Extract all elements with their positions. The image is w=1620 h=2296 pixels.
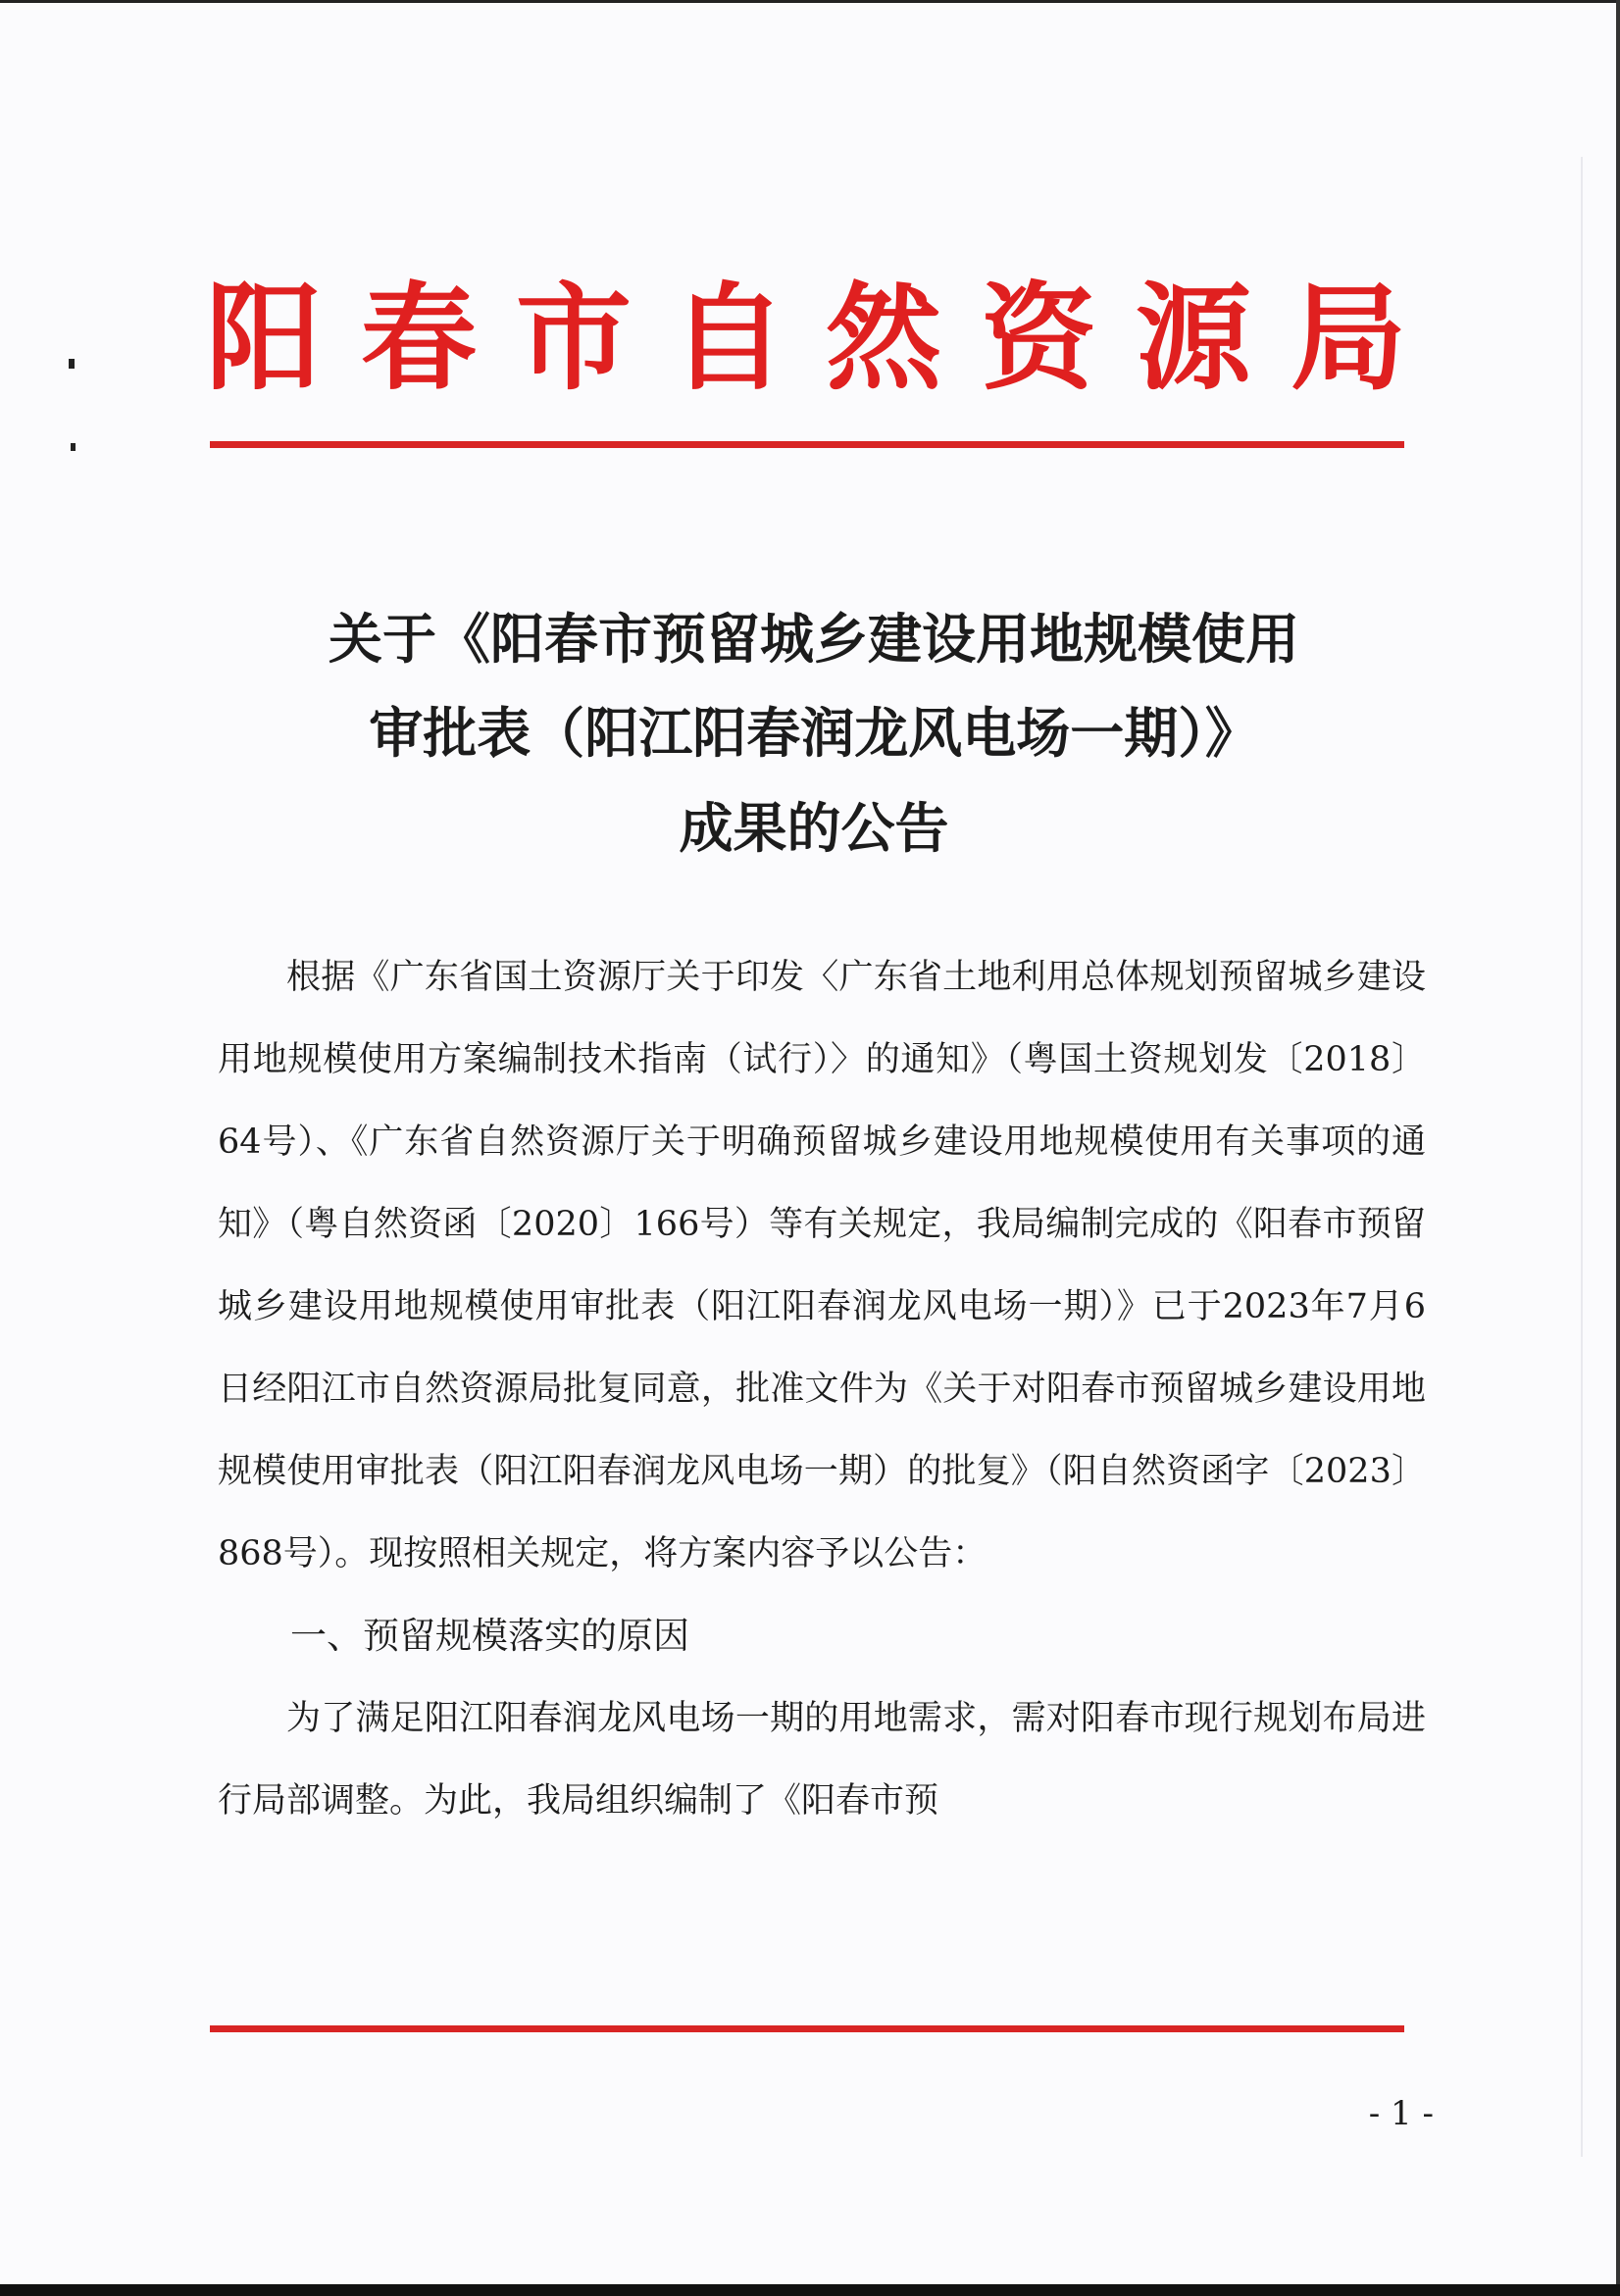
letterhead-org-name: 阳春市自然资源局 <box>206 270 1446 406</box>
footer-red-rule <box>210 2025 1404 2032</box>
scan-speck <box>69 359 75 369</box>
section-heading-1: 一、预留规模落实的原因 <box>290 1615 689 1657</box>
scan-edge-bottom <box>0 2284 1620 2296</box>
body-paragraph-1: 根据《广东省国土资源厅关于印发〈广东省土地利用总体规划预留城乡建设用地规模使用方案编制技术指南（试行）〉的通知》（粤国土资规划发〔2018〕64号）、《广东省自然资源厅关于明确预留城乡建设用地规模使用有关事项的通知》（粤自然资函〔2020〕166号）等有关规定，我局编制完成的《阳春市预留城乡建设用地规模使用审批表（阳江阳春润龙风电场一期）》已于2023年7月6日经阳江市自然资源局批复同意，批准文件为《关于对阳春市预留城乡建设用地规模使用审批表（阳江阳春润龙风电场一期）的批复》（阳自然资函字〔2023〕868号）。现按照相关规定，将方案内容予以公告： <box>218 958 1426 1573</box>
page-number: - 1 - <box>1368 2094 1434 2133</box>
document-title-line-1: 关于《阳春市预留城乡建设用地规模使用 <box>328 607 1299 671</box>
scan-speck <box>71 443 76 451</box>
letterhead-red-rule <box>210 441 1404 448</box>
document-title-line-3: 成果的公告 <box>679 796 949 860</box>
scan-edge-top <box>0 0 1620 3</box>
body-paragraph-2: 为了满足阳江阳春润龙风电场一期的用地需求，需对阳春市现行规划布局进行局部调整。为此，我局组织编制了《阳春市预 <box>218 1699 1426 1821</box>
document-title-line-2: 审批表（阳江阳春润龙风电场一期）》 <box>369 701 1259 765</box>
document-body <box>218 936 1426 1842</box>
scan-fold-line <box>1581 157 1583 2157</box>
scan-edge-right <box>1616 0 1620 2296</box>
